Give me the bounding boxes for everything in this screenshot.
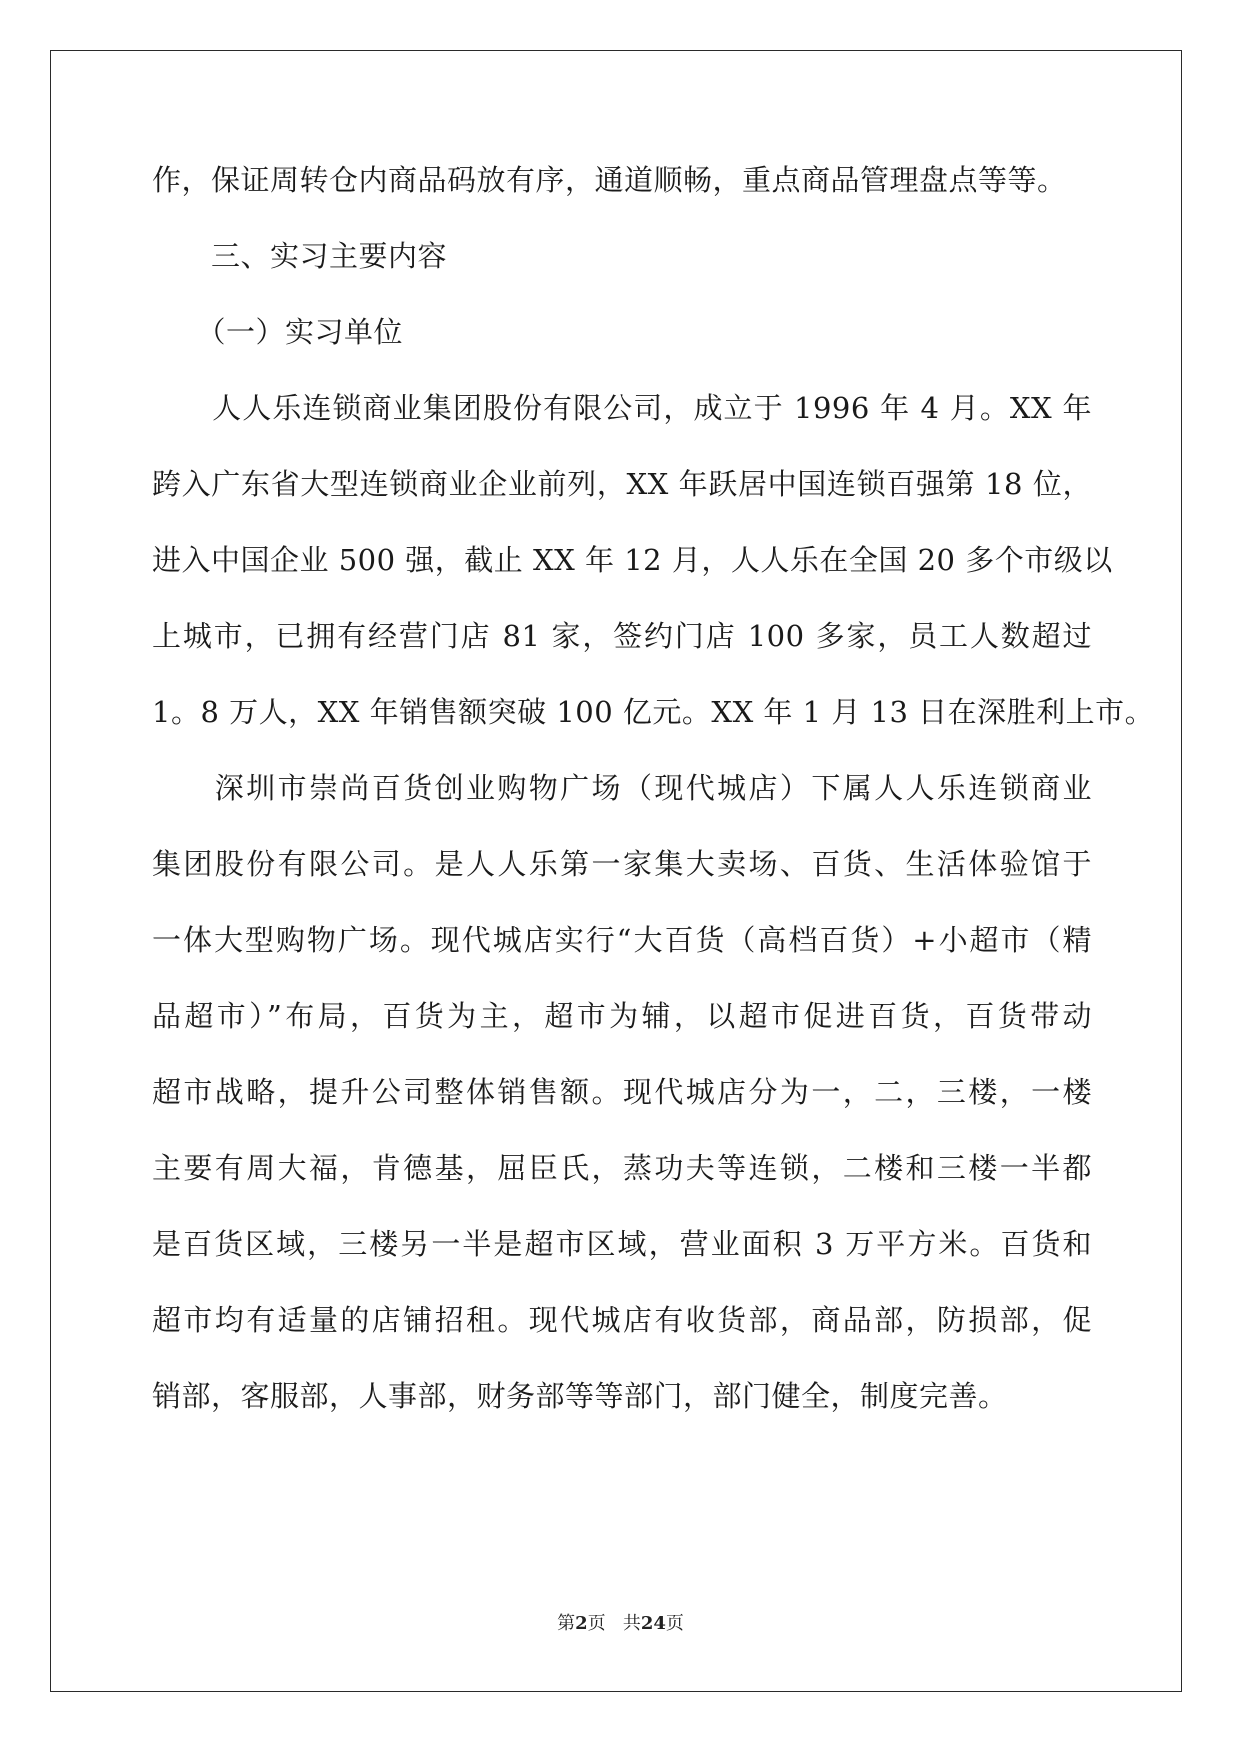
text-line: 超市战略，提升公司整体销售额。现代城店分为一，二，三楼，一楼 (152, 1075, 1092, 1109)
text-line: 品超市）”布局，百货为主，超市为辅，以超市促进百货，百货带动 (152, 999, 1092, 1033)
subsection-heading: （一）实习单位 (152, 315, 404, 349)
text-line: 一体大型购物广场。现代城店实行“大百货（高档百货）+小超市（精 (152, 923, 1092, 957)
total-pages: 24 (640, 1613, 666, 1634)
text-line: 主要有周大福，肯德基，屈臣氏，蒸功夫等连锁，二楼和三楼一半都 (152, 1151, 1092, 1185)
text-line: 1。8 万人，XX 年销售额突破 100 亿元。XX 年 1 月 13 日在深胜利上市。 (152, 695, 1155, 729)
text-line: 超市均有适量的店铺招租。现代城店有收货部，商品部，防损部，促 (152, 1303, 1092, 1337)
page-footer (0, 1612, 1241, 1636)
total-suffix: 页 (665, 1613, 684, 1634)
text-line: 深圳市崇尚百货创业购物广场（现代城店）下属人人乐连锁商业 (152, 771, 1092, 805)
text-line: 集团股份有限公司。是人人乐第一家集大卖场、百货、生活体验馆于 (152, 847, 1092, 881)
text-line: 上城市，已拥有经营门店 81 家，签约门店 100 多家，员工人数超过 (152, 619, 1092, 653)
text-line: 跨入广东省大型连锁商业企业前列，XX 年跃居中国连锁百强第 18 位， (152, 467, 1092, 501)
page-prefix: 第 (557, 1613, 576, 1634)
section-heading: 三、实习主要内容 (152, 239, 448, 273)
text-line: 人人乐连锁商业集团股份有限公司，成立于 1996 年 4 月。XX 年 (152, 391, 1092, 425)
page-suffix: 页 (587, 1613, 606, 1634)
text-line: 是百货区域，三楼另一半是超市区域，营业面积 3 万平方米。百货和 (152, 1227, 1092, 1261)
text-line: 销部，客服部，人事部，财务部等等部门，部门健全，制度完善。 (152, 1379, 1008, 1413)
text-line: 进入中国企业 500 强，截止 XX 年 12 月，人人乐在全国 20 多个市级以 (152, 543, 1113, 577)
page-number: 2 (575, 1613, 588, 1634)
text-line: 作，保证周转仓内商品码放有序，通道顺畅，重点商品管理盘点等等。 (152, 163, 1067, 197)
total-prefix: 共 (622, 1613, 641, 1634)
